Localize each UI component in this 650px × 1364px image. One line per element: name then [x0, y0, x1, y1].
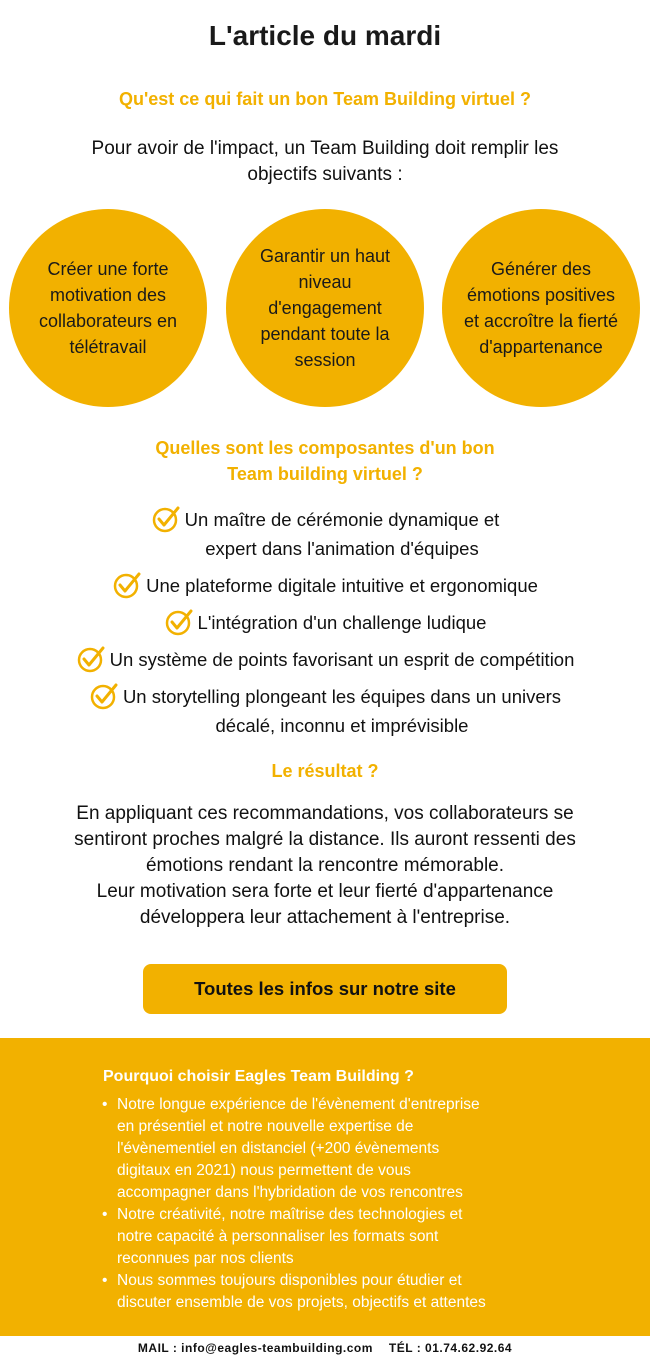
- why-list: [117, 1094, 567, 1314]
- phone-number[interactable]: TÉL : 01.74.62.92.64: [388, 1341, 513, 1355]
- list-item: [117, 1204, 567, 1270]
- objective-circle-emotions: Générer des émotions positives et accroître la fierté d'appartenance: [442, 209, 640, 407]
- list-item: [0, 645, 650, 674]
- bullet-line: l'évènementiel en distanciel (+200 évènements: [117, 1140, 440, 1157]
- bullet-line: • Notre longue expérience de l'évènement d'entreprise: [117, 1096, 480, 1113]
- contact-footer: [0, 1341, 650, 1355]
- list-item: [0, 608, 650, 637]
- list-item: [0, 682, 650, 740]
- check-circle-icon: [112, 570, 142, 600]
- check-circle-icon: [76, 644, 106, 674]
- why-title: Pourquoi choisir Eagles Team Building ?: [103, 1068, 414, 1085]
- list-item-text: Un storytelling plongeant les équipes dans un univers: [122, 686, 562, 707]
- intro-line: Pour avoir de l'impact, un Team Building doit remplir les: [91, 138, 559, 159]
- objective-circle-motivation: Créer une forte motivation des collaborateurs en télétravail: [9, 209, 207, 407]
- bullet-line: reconnues par nos clients: [117, 1250, 294, 1267]
- list-item-text: expert dans l'animation d'équipes: [205, 538, 479, 559]
- mail-link[interactable]: MAIL : info@eagles-teambuilding.com: [137, 1341, 373, 1355]
- section1-intro: [30, 136, 620, 188]
- section1-heading: Qu'est ce qui fait un bon Team Building virtuel ?: [119, 89, 531, 109]
- result-line: Leur motivation sera forte et leur fierté d'appartenance: [96, 881, 554, 902]
- check-circle-icon: [89, 681, 119, 711]
- heading-line: Team building virtuel ?: [227, 464, 423, 484]
- list-item: [117, 1270, 567, 1314]
- bullet-line: digitaux en 2021) nous permettent de vous: [117, 1162, 411, 1179]
- check-circle-icon: [151, 504, 181, 534]
- site-info-button[interactable]: Toutes les infos sur notre site: [143, 964, 507, 1014]
- why-choose-section: [0, 1038, 650, 1336]
- section2-heading: [0, 435, 650, 487]
- bullet-line: • Nous sommes toujours disponibles pour étudier et: [117, 1272, 462, 1289]
- list-item: [117, 1094, 567, 1204]
- heading-line: Quelles sont les composantes d'un bon: [155, 438, 495, 458]
- list-item: [0, 571, 650, 600]
- bullet-line: en présentiel et notre nouvelle expertise de: [117, 1118, 414, 1135]
- result-paragraph: [30, 801, 620, 931]
- page-title: L'article du mardi: [208, 20, 442, 51]
- result-line: émotions rendant la rencontre mémorable.: [145, 855, 505, 876]
- bullet-line: accompagner dans l'hybridation de vos rencontres: [117, 1184, 463, 1201]
- list-item-text: décalé, inconnu et imprévisible: [215, 715, 469, 736]
- check-circle-icon: [164, 607, 194, 637]
- objective-circle-engagement: Garantir un haut niveau d'engagement pendant toute la session: [226, 209, 424, 407]
- list-item-text: Un maître de cérémonie dynamique et: [184, 509, 500, 530]
- result-line: sentiront proches malgré la distance. Ils auront ressenti des: [74, 829, 576, 850]
- bullet-line: discuter ensemble de vos projets, objectifs et attentes: [117, 1294, 486, 1311]
- intro-line: objectifs suivants :: [247, 164, 403, 185]
- list-item-text: Une plateforme digitale intuitive et ergonomique: [146, 575, 538, 596]
- section3-heading: Le résultat ?: [271, 761, 379, 781]
- result-line: développera leur attachement à l'entreprise.: [139, 907, 511, 928]
- list-item: [0, 505, 650, 563]
- components-list: [0, 505, 650, 748]
- list-item-text: Un système de points favorisant un esprit de compétition: [109, 649, 575, 670]
- list-item-text: L'intégration d'un challenge ludique: [197, 612, 487, 633]
- result-line: En appliquant ces recommandations, vos collaborateurs se: [76, 803, 574, 824]
- bullet-line: notre capacité à personnaliser les formats sont: [117, 1228, 439, 1245]
- bullet-line: • Notre créativité, notre maîtrise des technologies et: [117, 1206, 463, 1223]
